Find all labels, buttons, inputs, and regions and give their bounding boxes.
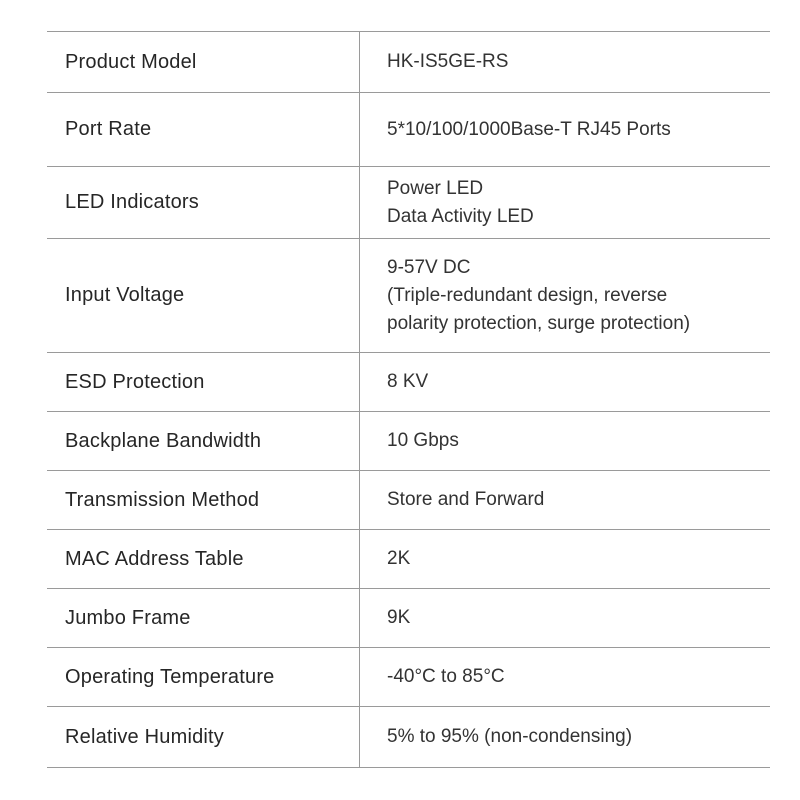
spec-label: Relative Humidity (47, 707, 360, 768)
spec-label: ESD Protection (47, 353, 360, 412)
table-row (47, 239, 770, 353)
spec-value-line: HK-IS5GE-RS (387, 51, 509, 72)
spec-label: Jumbo Frame (47, 589, 360, 648)
spec-value (360, 530, 771, 589)
spec-value-line: 5% to 95% (non-condensing) (387, 726, 633, 747)
table-row (47, 412, 770, 471)
specifications-table (47, 31, 770, 768)
table-row (47, 589, 770, 648)
spec-value-line: polarity protection, surge protection) (387, 312, 691, 334)
spec-value (360, 412, 771, 471)
spec-label: Port Rate (47, 93, 360, 167)
table-row (47, 32, 770, 93)
spec-value-line: 9-57V DC (387, 256, 471, 278)
spec-value (360, 648, 771, 707)
spec-label: MAC Address Table (47, 530, 360, 589)
spec-value-line: -40°C to 85°C (387, 666, 505, 687)
spec-value (360, 471, 771, 530)
spec-label: Product Model (47, 32, 360, 93)
spec-label: LED Indicators (47, 167, 360, 239)
spec-label: Transmission Method (47, 471, 360, 530)
table-row (47, 167, 770, 239)
spec-value (360, 589, 771, 648)
spec-value-line: 5*10/100/1000Base-T RJ45 Ports (387, 118, 671, 140)
spec-value (360, 167, 771, 239)
spec-label: Operating Temperature (47, 648, 360, 707)
table-row (47, 93, 770, 167)
table-row (47, 648, 770, 707)
table-row (47, 530, 770, 589)
spec-value-line: Store and Forward (387, 489, 545, 510)
spec-value (360, 239, 771, 353)
spec-value-line: Data Activity LED (387, 205, 534, 227)
spec-label: Input Voltage (47, 239, 360, 353)
spec-value-line: 2K (387, 548, 411, 569)
table-row (47, 471, 770, 530)
spec-value-line: 10 Gbps (387, 430, 459, 451)
spec-value (360, 93, 771, 167)
spec-value-line: (Triple-redundant design, reverse (387, 284, 668, 306)
spec-value-line: 8 KV (387, 371, 429, 392)
spec-value (360, 707, 771, 768)
spec-value-line: Power LED (387, 177, 484, 199)
spec-value (360, 353, 771, 412)
spec-value-line: 9K (387, 607, 411, 628)
table-row (47, 707, 770, 768)
spec-label: Backplane Bandwidth (47, 412, 360, 471)
spec-value (360, 32, 771, 93)
table-row (47, 353, 770, 412)
